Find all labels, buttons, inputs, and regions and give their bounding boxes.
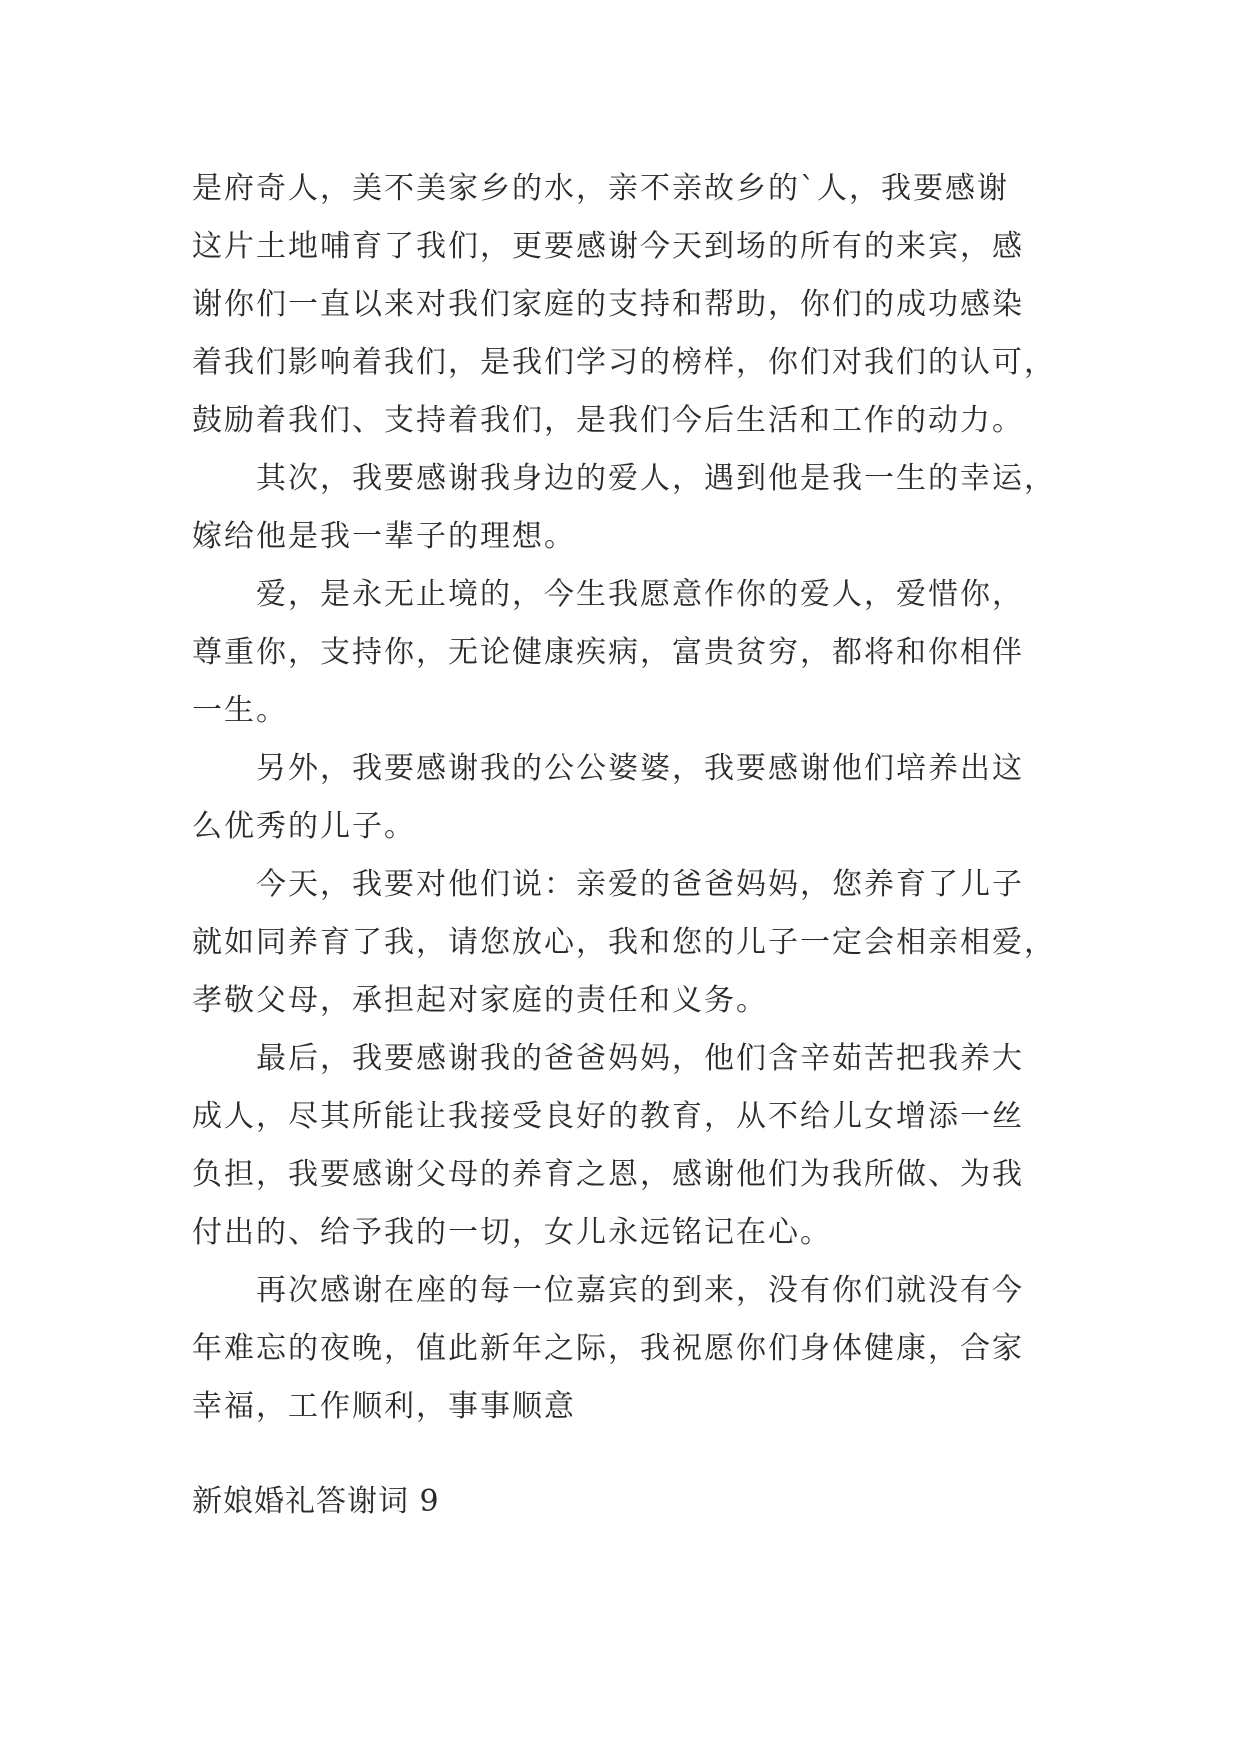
text-line: 嫁给他是我一辈子的理想。 <box>192 519 576 554</box>
paragraph-start-line: 最后，我要感谢我的爸爸妈妈，他们含辛茹苦把我养大 <box>256 1041 1024 1076</box>
text-line: 这片土地哺育了我们，更要感谢今天到场的所有的来宾，感 <box>192 229 1024 264</box>
text-line: 年难忘的夜晚，值此新年之际，我祝愿你们身体健康，合家 <box>192 1331 1024 1366</box>
speech-body <box>192 160 1072 1436</box>
text-line: 一生。 <box>192 693 288 728</box>
paragraph-start-line: 爱，是永无止境的，今生我愿意作你的爱人，爱惜你， <box>256 577 1024 612</box>
paragraph-start-line: 今天，我要对他们说：亲爱的爸爸妈妈，您养育了儿子 <box>256 867 1024 902</box>
text-line: 谢你们一直以来对我们家庭的支持和帮助，你们的成功感染 <box>192 287 1024 322</box>
text-line: 负担，我要感谢父母的养育之恩，感谢他们为我所做、为我 <box>192 1157 1024 1192</box>
text-line: 鼓励着我们、支持着我们，是我们今后生活和工作的动力。 <box>192 403 1024 438</box>
text-line: 着我们影响着我们，是我们学习的榜样，你们对我们的认可， <box>192 345 1056 380</box>
text-line: 付出的、给予我的一切，女儿永远铭记在心。 <box>192 1215 832 1250</box>
text-line: 是府奇人，美不美家乡的水，亲不亲故乡的`人，我要感谢 <box>192 171 1009 206</box>
paragraph-start-line: 再次感谢在座的每一位嘉宾的到来，没有你们就没有今 <box>256 1273 1024 1308</box>
text-line: 成人，尽其所能让我接受良好的教育，从不给儿女增添一丝 <box>192 1099 1024 1134</box>
paragraph-start-line: 另外，我要感谢我的公公婆婆，我要感谢他们培养出这 <box>256 751 1024 786</box>
text-line: 就如同养育了我，请您放心，我和您的儿子一定会相亲相爱， <box>192 925 1056 960</box>
paragraph-start-line: 其次，我要感谢我身边的爱人，遇到他是我一生的幸运， <box>256 461 1056 496</box>
section-heading: 新娘婚礼答谢词 9 <box>192 1484 440 1519</box>
text-line: 孝敬父母，承担起对家庭的责任和义务。 <box>192 983 768 1018</box>
text-line: 么优秀的儿子。 <box>192 809 416 844</box>
text-line: 尊重你，支持你，无论健康疾病，富贵贫穷，都将和你相伴 <box>192 635 1024 670</box>
text-line: 幸福，工作顺利，事事顺意 <box>192 1389 576 1424</box>
